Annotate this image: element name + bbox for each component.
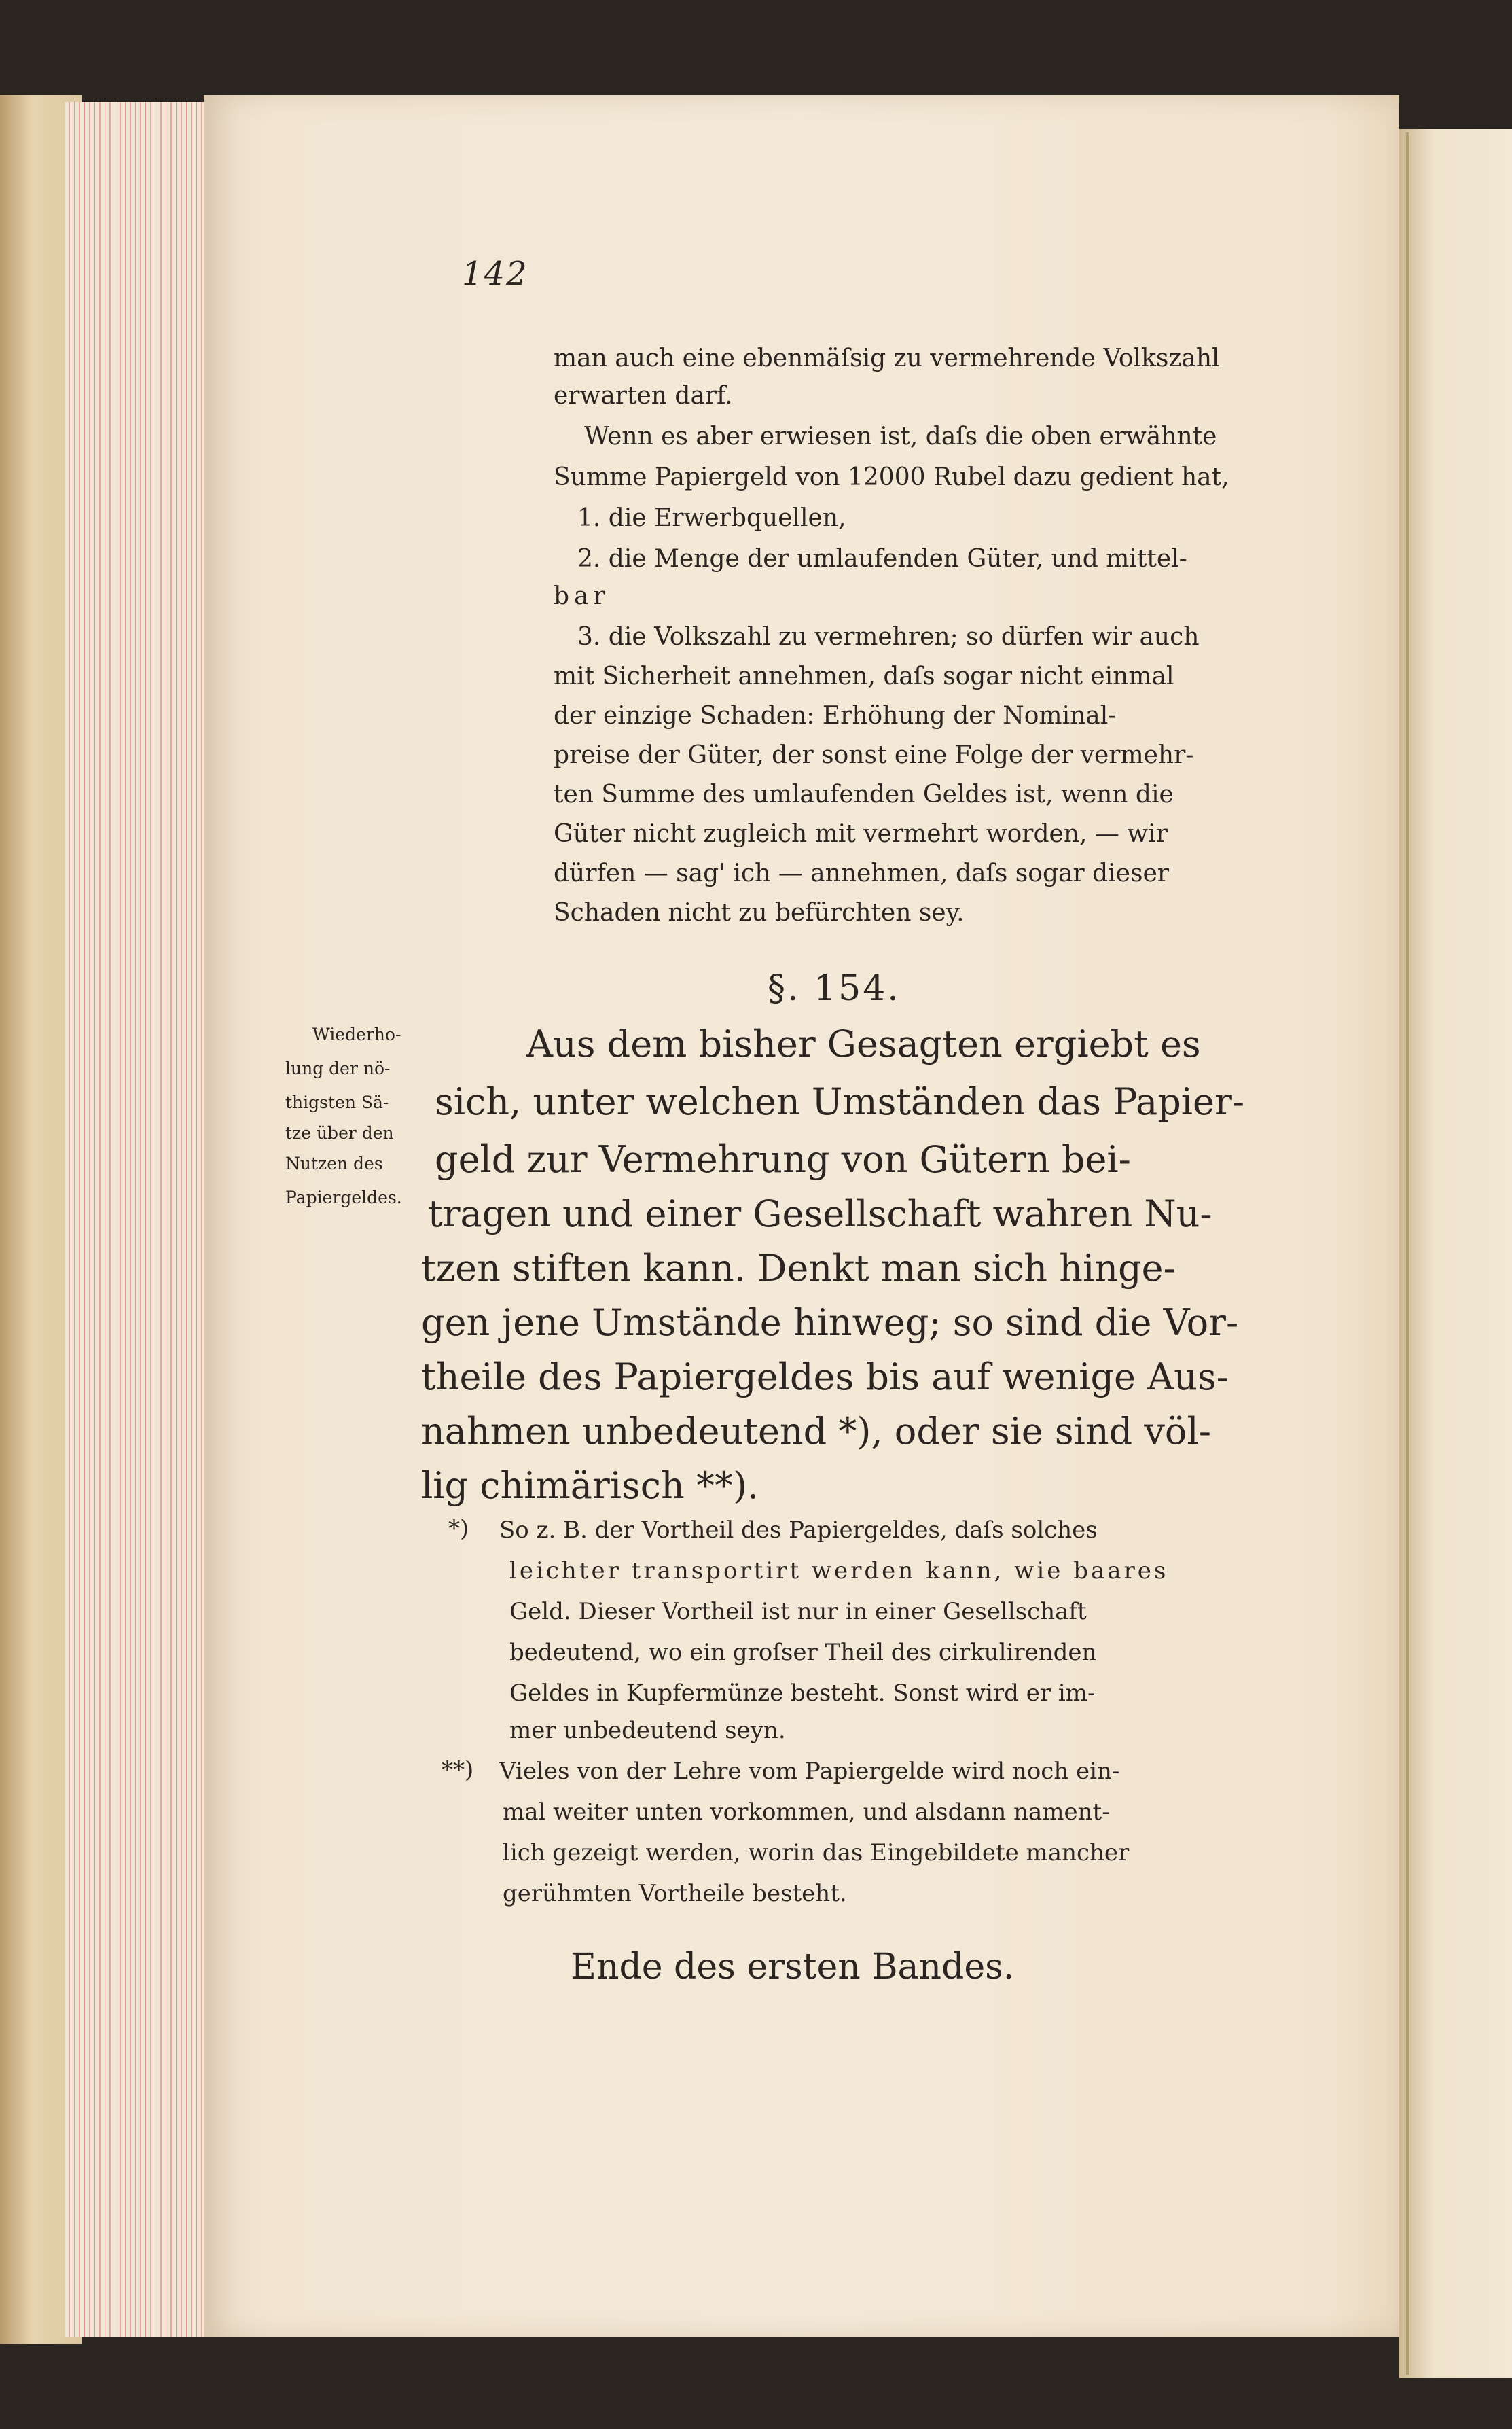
text-line: man auch eine ebenmäſsig zu vermehrende Volkszahl <box>554 344 1220 372</box>
page-number: 142 <box>462 255 528 293</box>
footnote-line: lich gezeigt werden, worin das Eingebildete mancher <box>503 1839 1130 1866</box>
footnote-line: So z. B. der Vortheil des Papiergeldes, daſs solches <box>499 1517 1098 1544</box>
footnote-line: Vieles von der Lehre vom Papiergelde wird noch ein- <box>499 1758 1120 1785</box>
footnote-mark: **) <box>442 1756 474 1784</box>
facing-page-edge <box>1399 129 1512 2378</box>
section-heading: §. 154. <box>768 968 901 1009</box>
margin-note-line: thigsten Sä- <box>285 1093 389 1112</box>
text-line: ten Summe des umlaufenden Geldes ist, wenn die <box>554 781 1174 809</box>
text-line: geld zur Vermehrung von Gütern bei- <box>435 1138 1131 1181</box>
text-line: nahmen unbedeutend *), oder sie sind völ- <box>421 1410 1211 1453</box>
footnote-line: leichter transportirt werden kann, wie baares <box>509 1557 1169 1584</box>
text-line: mit Sicherheit annehmen, daſs sogar nicht einmal <box>554 662 1174 690</box>
footnote-line: Geld. Dieser Vortheil ist nur in einer Gesellschaft <box>509 1598 1087 1625</box>
list-item: 3. die Volkszahl zu vermehren; so dürfen wir auch <box>577 623 1200 651</box>
text-line: lig chimärisch **). <box>421 1464 759 1507</box>
text-line: Güter nicht zugleich mit vermehrt worden, — wir <box>554 820 1168 848</box>
facing-page-shadow <box>1406 132 1409 2375</box>
list-item: 1. die Erwerbquellen, <box>577 504 846 532</box>
text-line: theile des Papiergeldes bis auf wenige Aus- <box>421 1355 1229 1398</box>
footnote-line: gerühmten Vortheile besteht. <box>503 1880 847 1907</box>
text-line: erwarten darf. <box>554 382 733 410</box>
text-line: tragen und einer Gesellschaft wahren Nu- <box>428 1192 1212 1235</box>
margin-note-line: tze über den <box>285 1123 394 1143</box>
text-line: bar <box>554 582 610 610</box>
footnote-line: bedeutend, wo ein groſser Theil des cirkulirenden <box>509 1639 1097 1666</box>
footnote-line: mal weiter unten vorkommen, und alsdann nament- <box>503 1798 1110 1826</box>
text-line: der einzige Schaden: Erhöhung der Nominal- <box>554 702 1117 730</box>
margin-note-line: Nutzen des <box>285 1154 383 1173</box>
text-line: Aus dem bisher Gesagten ergiebt es <box>526 1023 1201 1065</box>
page-fore-edge <box>65 102 207 2337</box>
text-line: Wenn es aber erwiesen ist, daſs die oben erwähnte <box>584 423 1217 450</box>
closing-line: Ende des ersten Bandes. <box>571 1947 1015 1987</box>
text-line: Summe Papiergeld von 12000 Rubel dazu gedient hat, <box>554 463 1229 491</box>
margin-note-line: Wiederho- <box>312 1025 401 1044</box>
text-line: gen jene Umstände hinweg; so sind die Vor- <box>421 1301 1239 1344</box>
text-line: sich, unter welchen Umständen das Papier- <box>435 1080 1245 1123</box>
footnote-line: Geldes in Kupfermünze besteht. Sonst wird er im- <box>509 1680 1096 1707</box>
footnote-line: mer unbedeutend seyn. <box>509 1717 786 1744</box>
footnote-mark: *) <box>448 1515 469 1542</box>
text-line: dürfen — sag' ich — annehmen, daſs sogar dieser <box>554 859 1169 887</box>
margin-note-line: lung der nö- <box>285 1059 391 1078</box>
list-item: 2. die Menge der umlaufenden Güter, und mittel- <box>577 545 1187 573</box>
margin-note-line: Papiergeldes. <box>285 1188 402 1207</box>
text-line: Schaden nicht zu befürchten sey. <box>554 899 965 927</box>
text-line: preise der Güter, der sonst eine Folge der vermehr- <box>554 741 1194 769</box>
text-line: tzen stiften kann. Denkt man sich hinge- <box>421 1247 1176 1290</box>
